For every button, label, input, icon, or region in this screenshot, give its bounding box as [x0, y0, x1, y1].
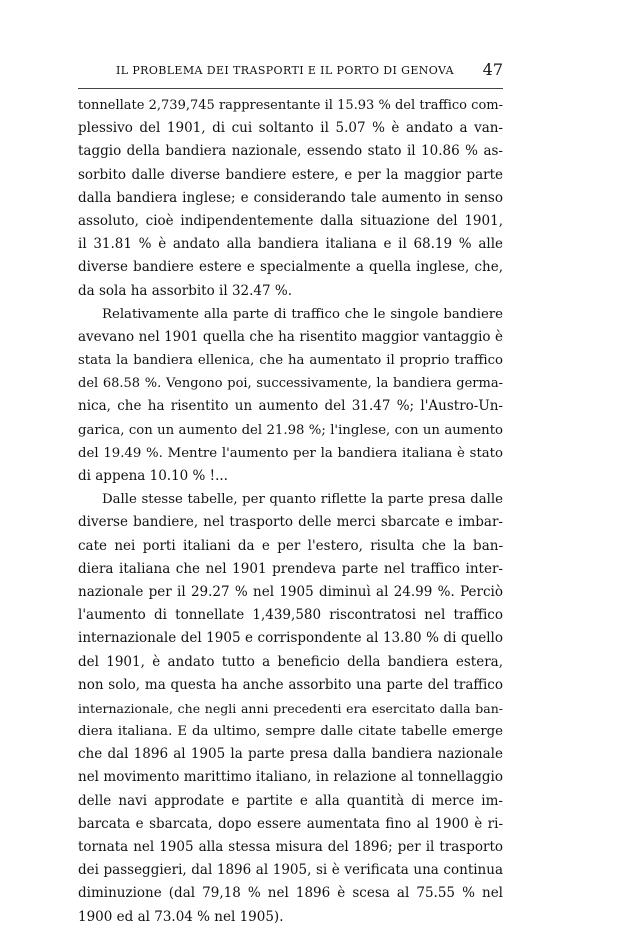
- text-line: cate nei porti italiani da e per l'estero, risulta che la ban-: [78, 537, 503, 554]
- text-line: diverse bandiere estere e specialmente a quella inglese, che,: [78, 259, 503, 276]
- text-line: non solo, ma questa ha anche assorbito una parte del traffico: [78, 676, 503, 693]
- text-line: il 31.81 % è andato alla bandiera italiana e il 68.19 % alle: [78, 236, 503, 253]
- text-line: delle navi approdate e partite e alla quantità di merce im-: [78, 792, 503, 809]
- text-line: dei passeggieri, dal 1896 al 1905, si è verificata una continua: [78, 862, 503, 879]
- text-line: dalla bandiera inglese; e considerando tale aumento in senso: [78, 189, 503, 206]
- text-line: da sola ha assorbito il 32.47 %.: [78, 282, 293, 299]
- text-line: nel movimento marittimo italiano, in relazione al tonnellaggio: [78, 769, 503, 786]
- text-line: Relativamente alla parte di traffico che le singole bandiere: [102, 306, 503, 322]
- text-line: tonnellate 2,739,745 rappresentante il 15.93 % del traffico com-: [78, 98, 503, 113]
- text-line: nica, che ha risentito un aumento del 31.47 %; l'Austro-Un-: [78, 398, 503, 415]
- text-line: internazionale, che negli anni precedenti era esercitato dalla ban-: [78, 700, 503, 716]
- text-line: tornata nel 1905 alla stessa misura del 1896; per il trasporto: [78, 839, 503, 855]
- text-line: diminuzione (dal 79,18 % nel 1896 è scesa al 75.55 % nel: [78, 885, 503, 902]
- text-line: taggio della bandiera nazionale, essendo stato il 10.86 % as-: [78, 143, 503, 160]
- text-line: Dalle stesse tabelle, per quanto riflette la parte presa dalle: [102, 492, 503, 508]
- text-line: del 68.58 %. Vengono poi, successivamente, la bandiera germa-: [78, 376, 503, 392]
- text-line: 1900 ed al 73.04 % nel 1905).: [78, 908, 284, 925]
- text-line: nazionale per il 29.27 % nel 1905 diminuì al 24.99 %. Perciò: [78, 583, 503, 600]
- text-line: stata la bandiera ellenica, che ha aumentato il proprio traffico: [78, 353, 503, 369]
- text-line: garica, con un aumento del 21.98 %; l'inglese, con un aumento: [78, 422, 503, 438]
- text-line: di appena 10.10 % !...: [78, 468, 228, 484]
- text-line: del 1901, è andato tutto a beneficio della bandiera estera,: [78, 653, 503, 670]
- text-line: diverse bandiere, nel trasporto delle merci sbarcate e imbar-: [78, 514, 503, 531]
- text-line: diera italiana che nel 1901 prendeva parte nel traffico inter-: [78, 560, 503, 577]
- page-number: 47: [482, 60, 503, 79]
- text-line: del 19.49 %. Mentre l'aumento per la bandiera italiana è stato: [78, 445, 503, 461]
- running-title: IL PROBLEMA DEI TRASPORTI E IL PORTO DI GENOVA: [116, 64, 454, 77]
- text-line: diera italiana. E da ultimo, sempre dalle citate tabelle emerge: [78, 724, 503, 740]
- text-line: internazionale del 1905 e corrispondente al 13.80 % di quello: [78, 630, 503, 647]
- text-line: avevano nel 1901 quella che ha risentito maggior vantaggio è: [78, 328, 503, 345]
- text-line: assoluto, cioè indipendentemente dalla situazione del 1901,: [78, 212, 503, 229]
- text-line: barcata e sbarcata, dopo essere aumentata fino al 1900 è ri-: [78, 815, 503, 832]
- text-line: l'aumento di tonnellate 1,439,580 riscontratosi nel traffico: [78, 607, 503, 624]
- header-rule: [78, 88, 503, 89]
- text-line: plessivo del 1901, di cui soltanto il 5.07 % è andato a van-: [78, 120, 503, 137]
- body-text: [78, 94, 503, 929]
- running-header: [78, 60, 503, 84]
- text-line: sorbito dalle diverse bandiere estere, e per la maggior parte: [78, 166, 503, 183]
- text-line: che dal 1896 al 1905 la parte presa dalla bandiera nazionale: [78, 746, 503, 763]
